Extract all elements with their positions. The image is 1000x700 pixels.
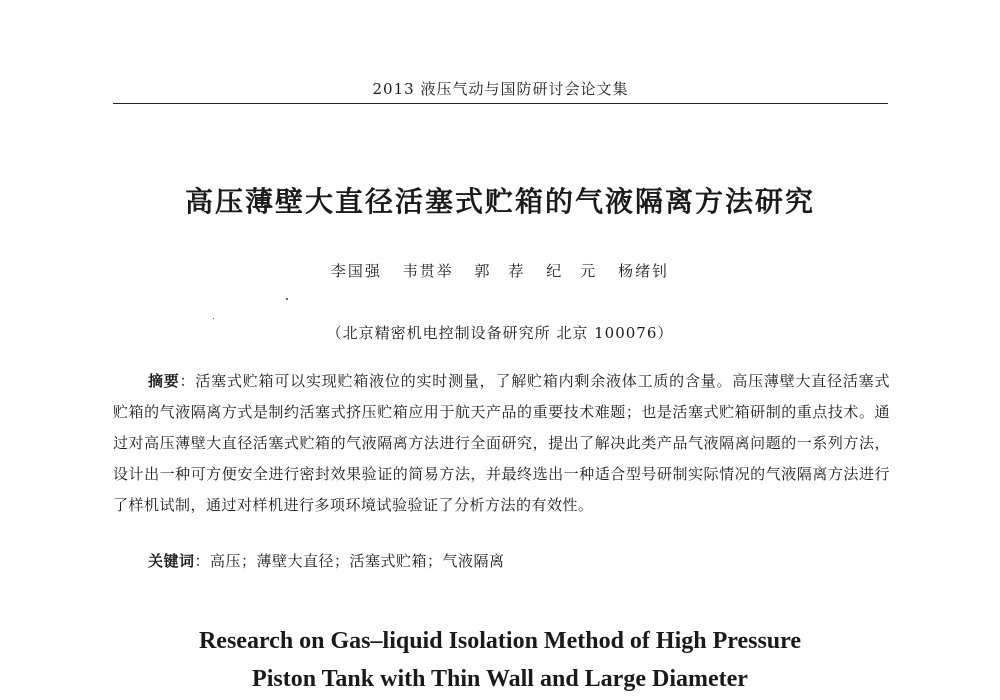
keywords-line [148,550,888,571]
author-name: 李国强 [330,262,382,280]
author-list [0,260,1000,281]
scan-speck [286,298,288,300]
abstract-separator: ： [179,372,196,390]
english-title [0,622,1000,698]
running-header: 2013 液压气动与国防研讨会论文集 [372,80,629,98]
abstract-paragraph [113,366,890,521]
keywords-text: 高压；薄壁大直径；活塞式贮箱；气液隔离 [210,552,505,570]
english-title-line: Piston Tank with Thin Wall and Large Diameter [252,666,748,692]
author-name: 杨绪钊 [618,262,670,280]
author-name: 纪 元 [546,262,598,280]
author-name: 郭 荐 [474,262,526,280]
english-title-line: Research on Gas–liquid Isolation Method of High Pressure [198,628,802,654]
affiliation: （北京精密机电控制设备研究所 北京 100076） [326,324,674,342]
author-name: 韦贯举 [402,262,454,280]
keywords-separator: ： [194,552,211,570]
scan-speck [213,318,214,319]
header-rule [113,103,888,104]
chinese-title: 高压薄壁大直径活塞式贮箱的气液隔离方法研究 [184,185,815,218]
keywords-label: 关键词 [148,552,195,570]
abstract-label: 摘要 [148,372,180,390]
abstract-text: 活塞式贮箱可以实现贮箱液位的实时测量，了解贮箱内剩余液体工质的含量。高压薄壁大直径活塞式贮箱的气液隔离方式是制约活塞式挤压贮箱应用于航天产品的重要技术难题；也是活塞式贮箱研制的重点技术。通过对高压薄壁大直径活塞式贮箱的气液隔离方法进行全面研究，提出了解决此类产品气液隔离问题的一系列方法，设计出一种可方便安全进行密封效果验证的简易方法，并最终选出一种适合型号研制实际情况的气液隔离方法进行了样机试制，通过对样机进行多项环境试验验证了分析方法的有效性。 [113,372,890,514]
